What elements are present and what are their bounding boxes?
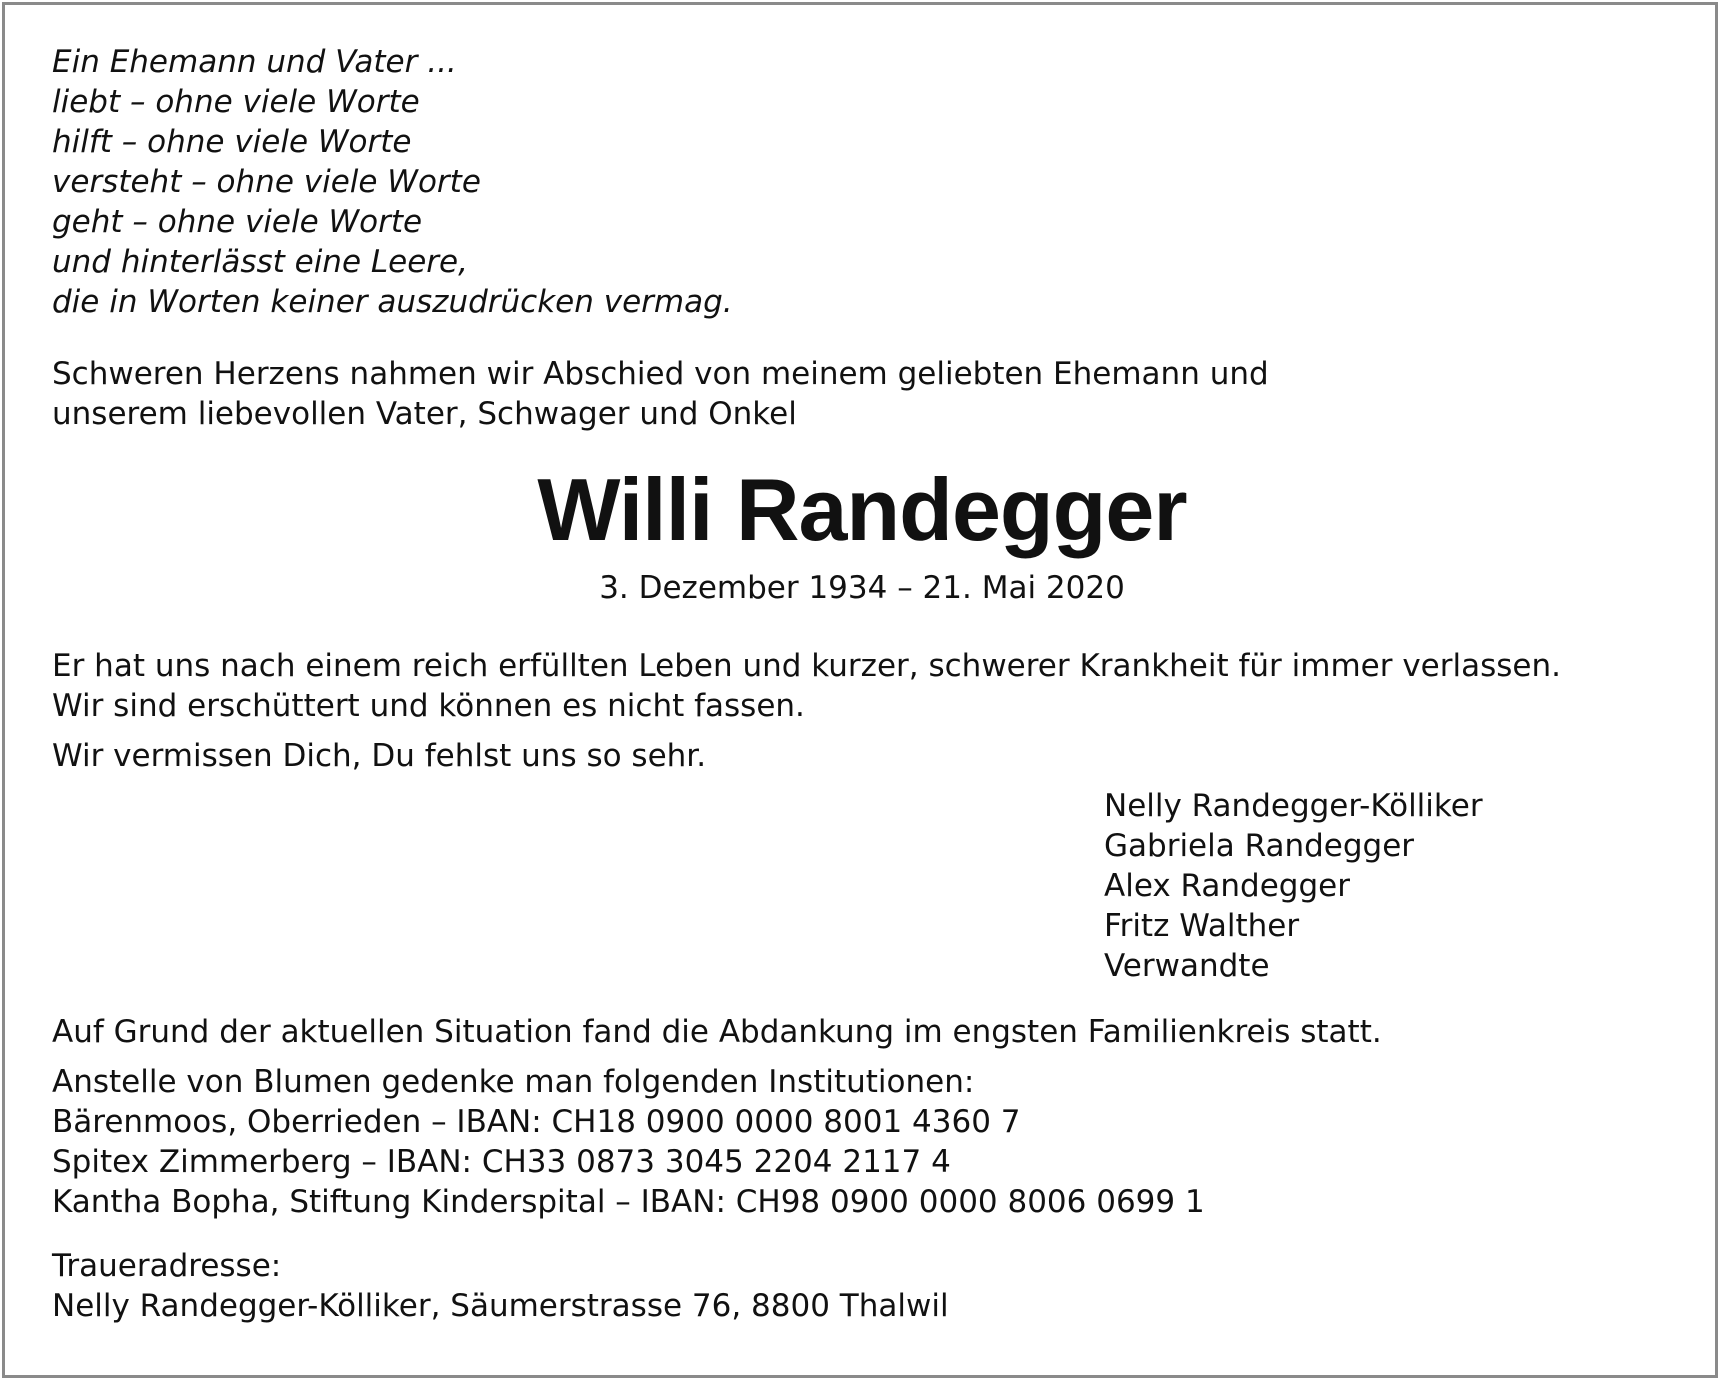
poem-line: geht – ohne viele Worte: [52, 204, 423, 240]
funeral-notice: Auf Grund der aktuellen Situation fand die Abdankung im engsten Familienkreis statt.: [52, 1014, 1382, 1050]
poem-line: Ein Ehemann und Vater ...: [52, 44, 457, 80]
address-label: Traueradresse:: [52, 1248, 282, 1284]
poem-line: versteht – ohne viele Worte: [52, 164, 481, 200]
donations-intro: Anstelle von Blumen gedenke man folgenden Institutionen:: [52, 1064, 975, 1100]
poem-line: und hinterlässt eine Leere,: [52, 244, 468, 280]
intro-line: Schweren Herzens nahmen wir Abschied von meinem geliebten Ehemann und: [52, 356, 1269, 392]
signer-name: Fritz Walther: [1104, 908, 1300, 944]
poem-line: hilft – ohne viele Worte: [52, 124, 412, 160]
signer-name: Nelly Randegger-Kölliker: [1104, 788, 1483, 824]
donation-item: Bärenmoos, Oberrieden – IBAN: CH18 0900 0000 8001 4360 7: [52, 1104, 1021, 1140]
deceased-name: Willi Randegger: [537, 460, 1187, 559]
address-value: Nelly Randegger-Kölliker, Säumerstrasse 76, 8800 Thalwil: [52, 1288, 949, 1324]
signer-name: Verwandte: [1104, 948, 1270, 984]
poem: [52, 42, 1672, 322]
signer-name: Alex Randegger: [1104, 868, 1350, 904]
life-dates: 3. Dezember 1934 – 21. Mai 2020: [599, 570, 1125, 606]
donation-item: Kantha Bopha, Stiftung Kinderspital – IBAN: CH98 0900 0000 8006 0699 1: [52, 1184, 1205, 1220]
donations-block: [52, 1062, 1672, 1222]
signer-name: Gabriela Randegger: [1104, 828, 1415, 864]
obituary-notice: [52, 42, 1672, 1326]
poem-line: liebt – ohne viele Worte: [52, 84, 420, 120]
message-line: Wir sind erschüttert und können es nicht fassen.: [52, 688, 805, 724]
message-line: Er hat uns nach einem reich erfüllten Leben und kurzer, schwerer Krankheit für immer verlassen.: [52, 648, 1561, 684]
signers-list: [1104, 786, 1672, 986]
miss-you-text: Wir vermissen Dich, Du fehlst uns so sehr.: [52, 738, 707, 774]
farewell-message: [52, 646, 1672, 726]
poem-line: die in Worten keiner auszudrücken vermag.: [52, 284, 733, 320]
mourning-address: [52, 1246, 1672, 1326]
intro-text: [52, 354, 1672, 434]
donation-item: Spitex Zimmerberg – IBAN: CH33 0873 3045 2204 2117 4: [52, 1144, 951, 1180]
intro-line: unserem liebevollen Vater, Schwager und Onkel: [52, 396, 797, 432]
